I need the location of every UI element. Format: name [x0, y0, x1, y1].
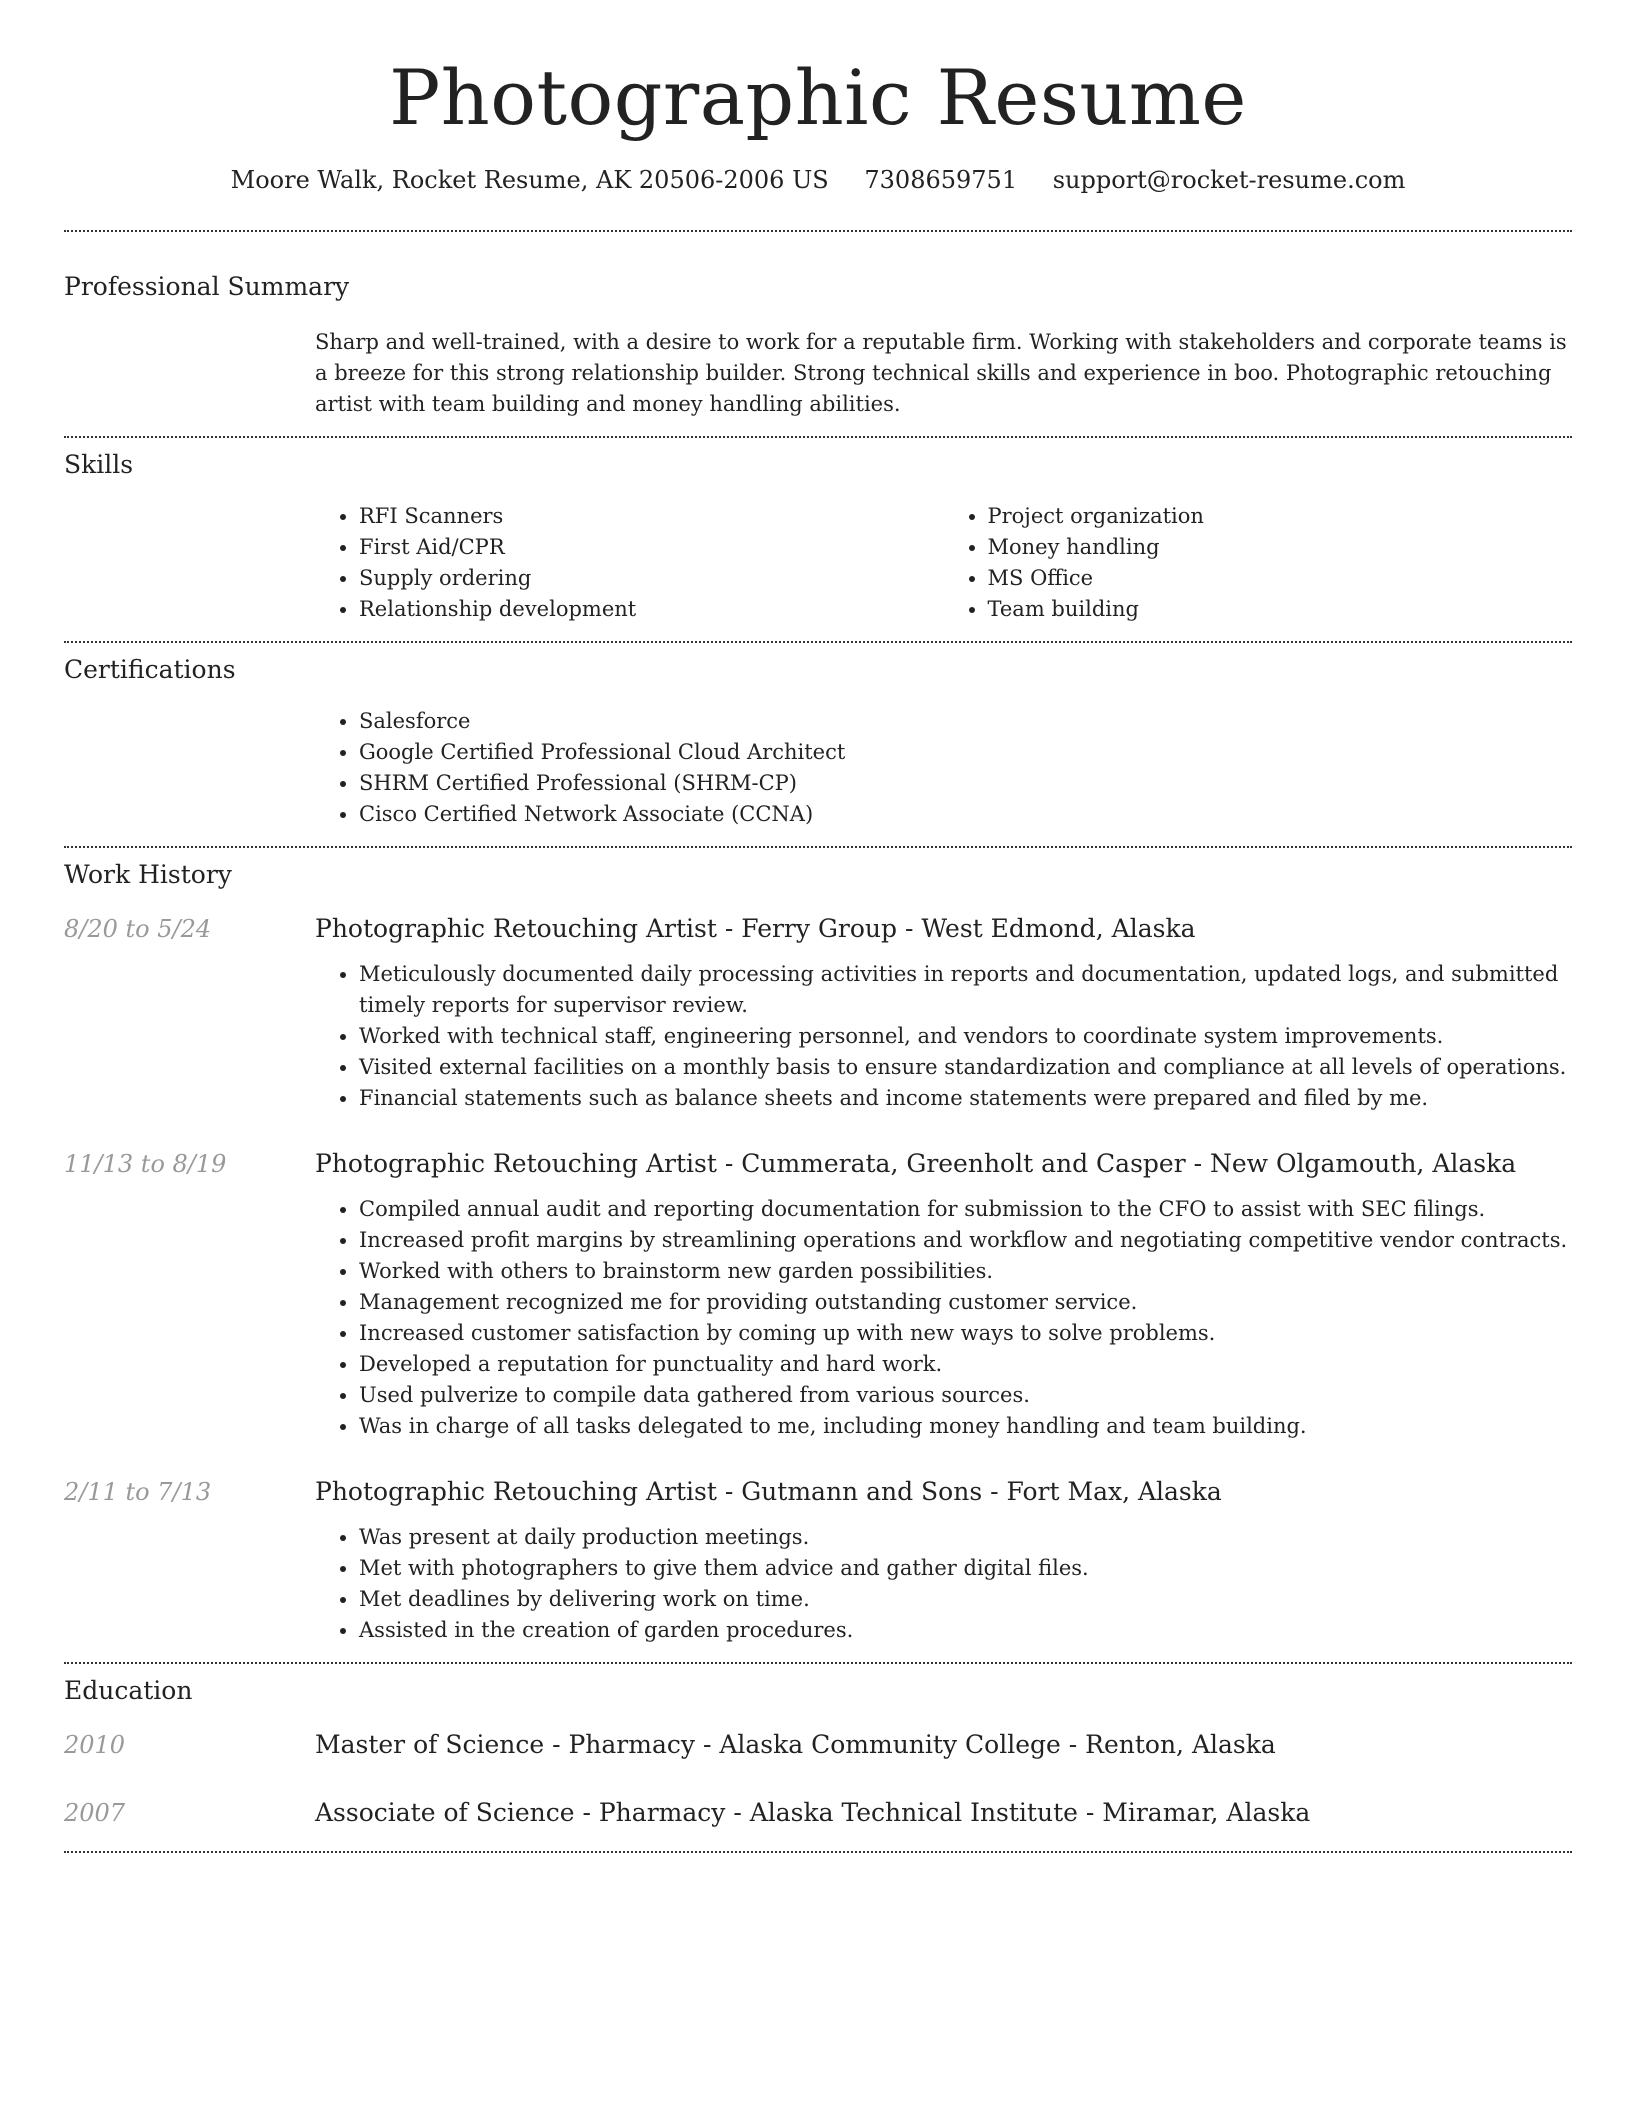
job-bullet: • Meticulously documented daily processing activities in reports and documentation, updated logs, and submitted timely reports for supervisor review.	[359, 959, 1572, 1021]
education-year: 2010	[64, 1731, 126, 1759]
job-bullet: • Financial statements such as balance sheets and income statements were prepared and filed by me.	[359, 1083, 1572, 1114]
skills-grid	[315, 501, 1572, 641]
certifications-section	[64, 643, 1572, 846]
section-title-work: Work History	[64, 860, 232, 889]
summary-text: Sharp and well-trained, with a desire to work for a reputable firm. Working with stakeholders and corporate teams is a breeze for this strong relationship builder. Strong technical skills and experience in boo. Photographic retouching artist with team building and money handling abilities.	[315, 330, 1567, 416]
section-title-education: Education	[64, 1676, 193, 1705]
job-body	[315, 1148, 1572, 1442]
skill-item: • Money handling	[988, 532, 1573, 563]
skills-section	[64, 438, 1572, 641]
education-entry	[64, 1729, 1572, 1761]
job-dates: 2/11 to 7/13	[64, 1478, 212, 1506]
skill-item: • Relationship development	[359, 594, 944, 625]
job-heading: Photographic Retouching Artist - Cummerata, Greenholt and Casper - New Olgamouth, Alaska	[315, 1149, 1517, 1178]
summary-section	[64, 232, 1572, 436]
skill-item: • RFI Scanners	[359, 501, 944, 532]
certifications-list	[315, 706, 1572, 830]
job-bullet: • Assisted in the creation of garden procedures.	[359, 1615, 1572, 1646]
job-entry	[64, 913, 1572, 1114]
job-bullet: • Met with photographers to give them advice and gather digital files.	[359, 1553, 1572, 1584]
job-bullet: • Worked with technical staff, engineering personnel, and vendors to coordinate system improvements.	[359, 1021, 1572, 1052]
divider	[64, 1851, 1572, 1853]
contact-email: support@rocket-resume.com	[1052, 166, 1406, 194]
job-bullet: • Was in charge of all tasks delegated to me, including money handling and team building.	[359, 1411, 1572, 1442]
job-heading: Photographic Retouching Artist - Ferry Group - West Edmond, Alaska	[315, 914, 1196, 943]
job-bullet: • Was present at daily production meetings.	[359, 1522, 1572, 1553]
job-bullet: • Management recognized me for providing outstanding customer service.	[359, 1287, 1572, 1318]
skill-item: • Team building	[988, 594, 1573, 625]
certifications-body	[315, 706, 1572, 846]
job-bullet: • Developed a reputation for punctuality and hard work.	[359, 1349, 1572, 1380]
contact-phone: 7308659751	[864, 166, 1018, 194]
job-entry	[64, 1476, 1572, 1662]
job-bullet: • Increased customer satisfaction by coming up with new ways to solve problems.	[359, 1318, 1572, 1349]
job-dates: 11/13 to 8/19	[64, 1150, 227, 1178]
job-entry	[64, 1148, 1572, 1442]
resume-name: Photographic Resume	[389, 53, 1247, 142]
section-title-certifications: Certifications	[64, 655, 236, 684]
job-bullet: • Worked with others to brainstorm new garden possibilities.	[359, 1256, 1572, 1287]
skills-list-left	[315, 501, 944, 625]
job-bullet: • Met deadlines by delivering work on time.	[359, 1584, 1572, 1615]
contact-line	[64, 166, 1572, 194]
section-title-summary: Professional Summary	[64, 272, 350, 301]
skills-list-right	[944, 501, 1573, 625]
resume-page	[64, 0, 1572, 1853]
job-bullet: • Increased profit margins by streamlining operations and workflow and negotiating competitive vendor contracts.	[359, 1225, 1572, 1256]
job-bullets	[315, 959, 1572, 1114]
skill-item: • Supply ordering	[359, 563, 944, 594]
certification-item: • Cisco Certified Network Associate (CCNA)	[359, 799, 1572, 830]
work-section	[64, 848, 1572, 1662]
certification-item: • SHRM Certified Professional (SHRM-CP)	[359, 768, 1572, 799]
job-body	[315, 913, 1572, 1114]
education-degree: Master of Science - Pharmacy - Alaska Community College - Renton, Alaska	[315, 1730, 1276, 1759]
education-entry	[64, 1797, 1572, 1851]
education-section	[64, 1664, 1572, 1851]
job-bullets	[315, 1522, 1572, 1646]
job-bullet: • Compiled annual audit and reporting documentation for submission to the CFO to assist with SEC filings.	[359, 1194, 1572, 1225]
skill-item: • First Aid/CPR	[359, 532, 944, 563]
job-bullet: • Visited external facilities on a monthly basis to ensure standardization and compliance at all levels of operations.	[359, 1052, 1572, 1083]
job-heading: Photographic Retouching Artist - Gutmann and Sons - Fort Max, Alaska	[315, 1477, 1222, 1506]
job-dates: 8/20 to 5/24	[64, 915, 212, 943]
contact-address: Moore Walk, Rocket Resume, AK 20506-2006 US	[230, 166, 829, 194]
section-title-skills: Skills	[64, 450, 134, 479]
certification-item: • Google Certified Professional Cloud Architect	[359, 737, 1572, 768]
education-degree: Associate of Science - Pharmacy - Alaska Technical Institute - Miramar, Alaska	[315, 1798, 1311, 1827]
education-year: 2007	[64, 1799, 126, 1827]
skill-item: • MS Office	[988, 563, 1573, 594]
job-body	[315, 1476, 1572, 1646]
certification-item: • Salesforce	[359, 706, 1572, 737]
job-bullet: • Used pulverize to compile data gathered from various sources.	[359, 1380, 1572, 1411]
skill-item: • Project organization	[988, 501, 1573, 532]
job-bullets	[315, 1194, 1572, 1442]
